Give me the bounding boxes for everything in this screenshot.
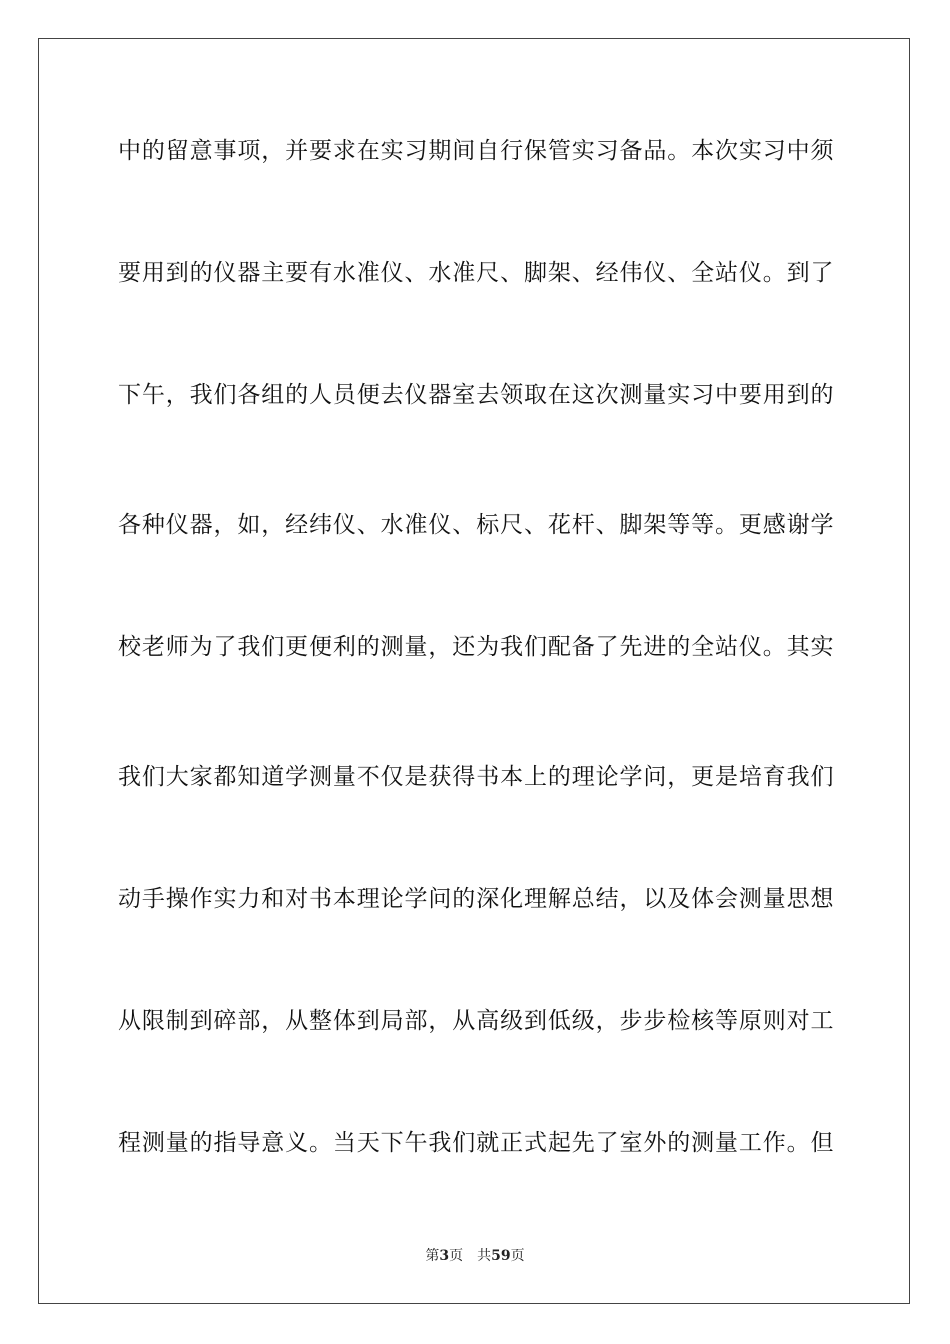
text-line: 动手操作实力和对书本理论学问的深化理解总结，以及体会测量思想 (118, 886, 834, 912)
page-footer (0, 1247, 950, 1265)
page-border (38, 38, 910, 1304)
page-number: 3 (439, 1248, 450, 1264)
total-suffix: 页 (510, 1248, 525, 1264)
page-prefix: 第 (425, 1248, 440, 1264)
text-line: 从限制到碎部，从整体到局部，从高级到低级，步步检核等原则对工 (118, 1008, 834, 1034)
text-line: 程测量的指导意义。当天下午我们就正式起先了室外的测量工作。但 (118, 1130, 834, 1156)
text-line: 下午，我们各组的人员便去仪器室去领取在这次测量实习中要用到的 (118, 382, 834, 408)
text-line: 中的留意事项，并要求在实习期间自行保管实习备品。本次实习中须 (118, 138, 834, 164)
total-prefix: 共 (477, 1248, 492, 1264)
page-suffix: 页 (449, 1248, 464, 1264)
text-line: 我们大家都知道学测量不仅是获得书本上的理论学问，更是培育我们 (118, 764, 834, 790)
total-pages: 59 (491, 1248, 511, 1264)
text-line: 校老师为了我们更便利的测量，还为我们配备了先进的全站仪。其实 (118, 634, 834, 660)
text-line: 要用到的仪器主要有水准仪、水准尺、脚架、经伟仪、全站仪。到了 (118, 260, 834, 286)
text-line: 各种仪器，如，经纬仪、水准仪、标尺、花杆、脚架等等。更感谢学 (118, 512, 834, 538)
